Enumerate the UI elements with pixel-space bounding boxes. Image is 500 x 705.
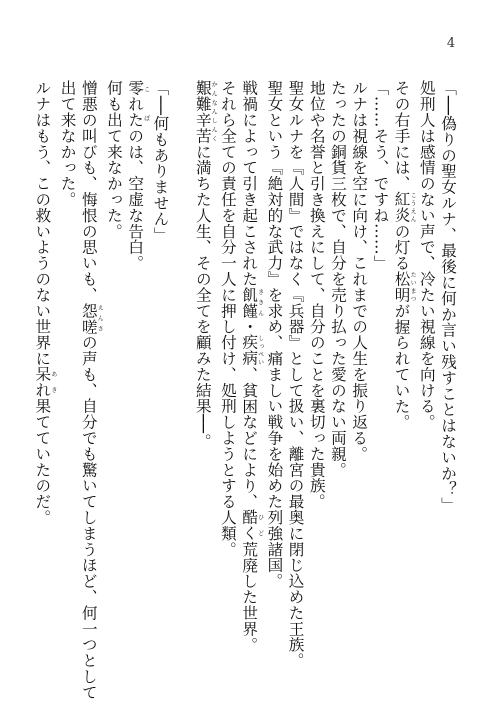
page-number: 4 xyxy=(446,36,456,51)
furigana: こうえん xyxy=(409,191,417,224)
furigana: たいまつ xyxy=(409,270,417,303)
furigana: しっぺい xyxy=(256,334,264,367)
text-line: 聖女ルナを『人間』ではなく『兵器』として扱い、離宮の最奥に閉じ込めた王族。 xyxy=(286,80,305,669)
text-line: たったの銅貨三枚で、自分を売り払った愛のない両親。 xyxy=(328,80,347,478)
text-line: 「──偽りの聖女ルナ、最後に何か言い残すことはないか？」 xyxy=(439,80,457,513)
text-line: ルナは視線を空に向け、これまでの人生を振り返る。 xyxy=(350,80,369,462)
text-line: 艱難辛苦かんなんしんくに満ちた人生、その全てを顧みた結果──。 xyxy=(193,80,218,450)
text-line: 聖女という『絶対的な武力』を求め、痛ましい戦争を始めた列強諸国。 xyxy=(265,80,284,589)
text-line: その右手には、紅炎こうえんの灯る松明たいまつが握られていた。 xyxy=(392,80,417,430)
text-line: 地位や名誉と引き換えにして、自分のことを裏切った貴族。 xyxy=(307,80,326,510)
text-line: 「……そう、ですね……」 xyxy=(371,80,390,271)
furigana: えんさ xyxy=(96,302,104,335)
text-line: 出て来なかった。 xyxy=(58,80,77,208)
text-line: それら全ての責任を自分一人に押し付け、処刑しようとする人類。 xyxy=(218,80,237,557)
text-line: ルナはもう、この救いようのない世界に呆れあき果てていたのだ。 xyxy=(33,80,57,526)
text-line: 処刑人は感情のない声で、冷たい視線を向ける。 xyxy=(417,80,436,430)
furigana: ひど xyxy=(256,509,264,542)
text-line: 戦禍によって引き起こされた飢饉ききん・疾病しっぺい、貧困などにより、酷くひど荒廃した世界。 xyxy=(240,80,264,653)
text-line: 憎悪の叫びも、悔恨の思いも、怨嗟えんさの声も、自分でも驚いてしまうほど、何一つとして xyxy=(79,80,104,701)
furigana: かんなんしんく xyxy=(210,80,218,144)
paragraph-gap xyxy=(170,80,191,660)
furigana: あき xyxy=(49,366,57,399)
text-line: 何も出て来なかった。 xyxy=(104,80,123,239)
vertical-text-body xyxy=(31,80,458,701)
text-line: 零れたこぼのは、空虚な告白。 xyxy=(126,80,150,271)
furigana: こぼ xyxy=(142,80,150,128)
text-line: 「──何もありません」 xyxy=(151,80,170,243)
furigana: ききん xyxy=(256,286,264,319)
